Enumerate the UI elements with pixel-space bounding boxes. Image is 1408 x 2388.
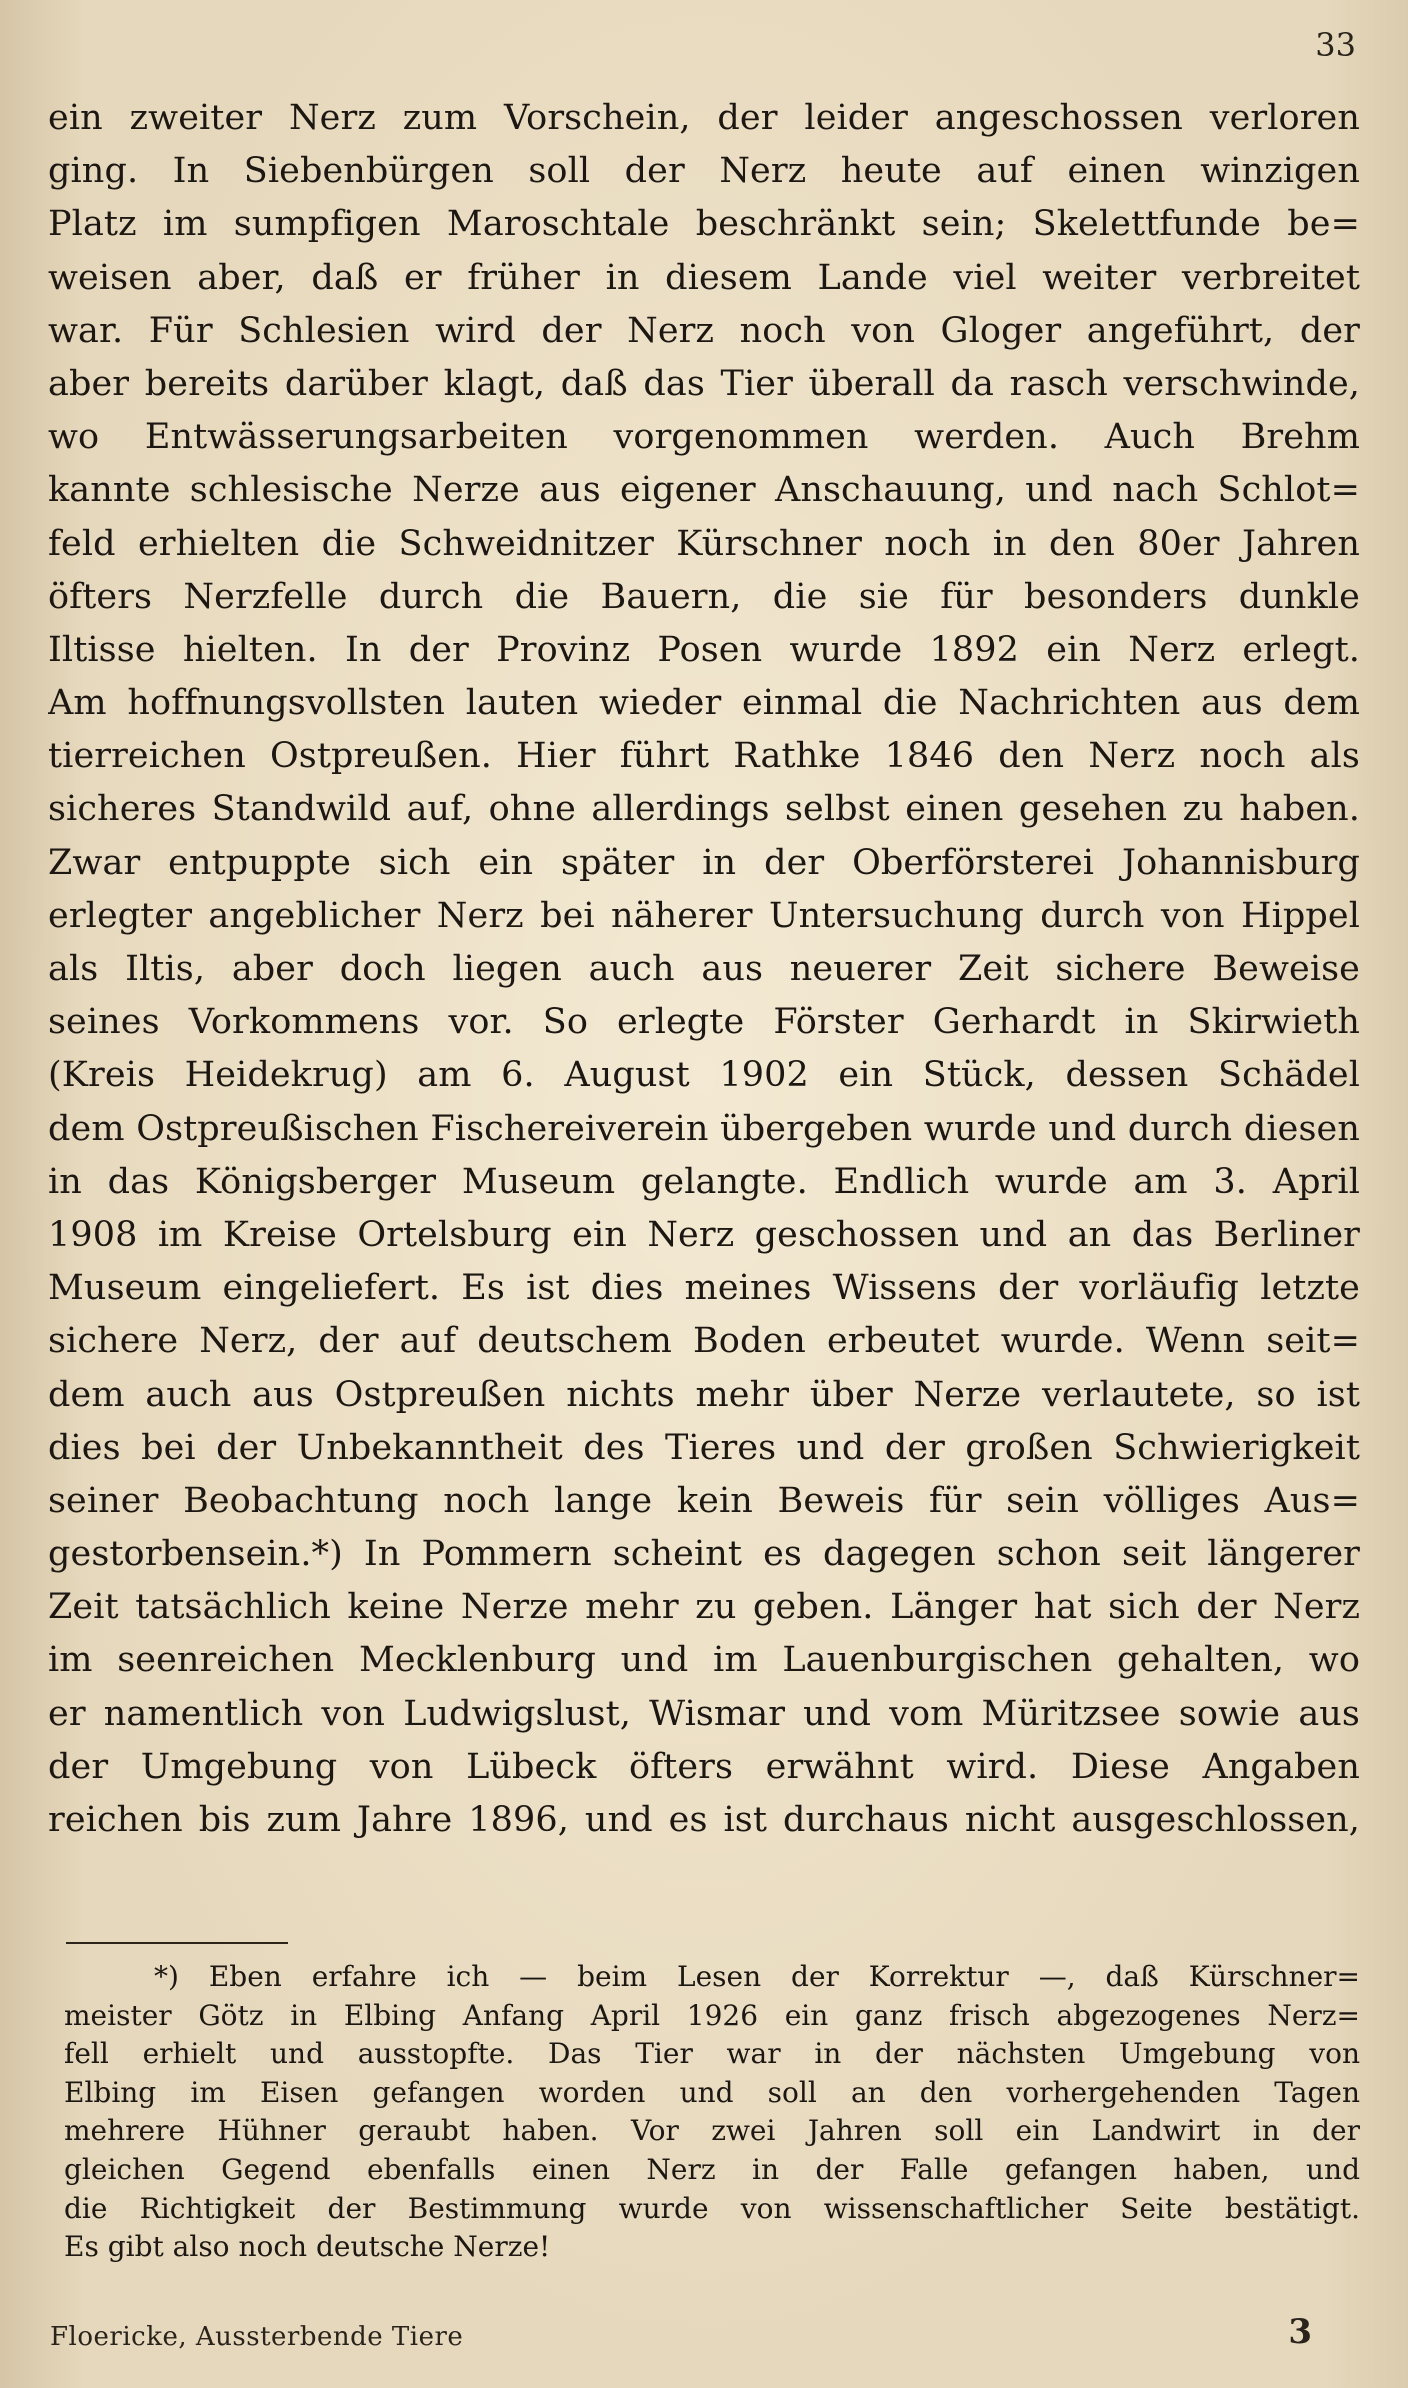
- body-line: war. Für Schlesien wird der Nerz noch von Gloger angeführt, der: [48, 310, 1360, 351]
- page-number: 33: [1315, 26, 1356, 64]
- body-line: dem Ostpreußischen Fischereiverein übergeben wurde und durch diesen: [48, 1108, 1360, 1149]
- body-text: [48, 92, 1360, 1847]
- body-line: weisen aber, daß er früher in diesem Lande viel weiter verbreitet: [48, 257, 1360, 298]
- body-line: Platz im sumpfigen Maroschtale beschränkt sein; Skelettfunde be=: [48, 204, 1360, 245]
- body-line: Zeit tatsächlich keine Nerze mehr zu geben. Länger hat sich der Nerz: [48, 1587, 1360, 1628]
- body-line: sicheres Standwild auf, ohne allerdings selbst einen gesehen zu haben.: [48, 789, 1360, 830]
- signature-line: Floericke, Aussterbende Tiere: [50, 2322, 464, 2352]
- footnote-line: Es gibt also noch deutsche Nerze!: [64, 2230, 551, 2264]
- footnote: [64, 1958, 1360, 2267]
- body-line: er namentlich von Ludwigslust, Wismar und vom Müritzsee sowie aus: [48, 1693, 1360, 1734]
- body-line: der Umgebung von Lübeck öfters erwähnt wird. Diese Angaben: [48, 1746, 1360, 1787]
- body-line: Museum eingeliefert. Es ist dies meines Wissens der vorläufig letzte: [48, 1268, 1360, 1309]
- footnote-line: die Richtigkeit der Bestimmung wurde von wissenschaftlicher Seite bestätigt.: [64, 2191, 1360, 2225]
- body-line: wo Entwässerungsarbeiten vorgenommen werden. Auch Brehm: [48, 417, 1360, 458]
- body-line: im seenreichen Mecklenburg und im Lauenburgischen gehalten, wo: [48, 1640, 1360, 1681]
- body-line: kannte schlesische Nerze aus eigener Anschauung, und nach Schlot=: [48, 470, 1360, 511]
- footnote-line: fell erhielt und ausstopfte. Das Tier war in der nächsten Umgebung von: [64, 2037, 1360, 2071]
- footnote-line: mehrere Hühner geraubt haben. Vor zwei Jahren soll ein Landwirt in der: [64, 2114, 1360, 2148]
- body-line: dies bei der Unbekanntheit des Tieres und der großen Schwierigkeit: [48, 1427, 1360, 1468]
- footnote-line: gleichen Gegend ebenfalls einen Nerz in der Falle gefangen haben, und: [64, 2152, 1360, 2186]
- body-line: dem auch aus Ostpreußen nichts mehr über Nerze verlautete, so ist: [48, 1374, 1360, 1415]
- body-line: (Kreis Heidekrug) am 6. August 1902 ein Stück, dessen Schädel: [48, 1055, 1360, 1096]
- body-line: als Iltis, aber doch liegen auch aus neuerer Zeit sichere Beweise: [48, 949, 1360, 989]
- body-line: in das Königsberger Museum gelangte. Endlich wurde am 3. April: [48, 1161, 1360, 1202]
- body-line: Iltisse hielten. In der Provinz Posen wurde 1892 ein Nerz erlegt.: [48, 629, 1360, 670]
- body-line: tierreichen Ostpreußen. Hier führt Rathke 1846 den Nerz noch als: [48, 736, 1360, 777]
- footnote-divider: [66, 1942, 288, 1944]
- body-line: aber bereits darüber klagt, daß das Tier überall da rasch verschwinde,: [48, 363, 1360, 404]
- body-line: öfters Nerzfelle durch die Bauern, die sie für besonders dunkle: [48, 576, 1360, 617]
- body-line: 1908 im Kreise Ortelsburg ein Nerz geschossen und an das Berliner: [48, 1214, 1360, 1255]
- sheet-number: 3: [1288, 2312, 1312, 2352]
- body-line: Am hoffnungsvollsten lauten wieder einmal die Nachrichten aus dem: [48, 683, 1360, 724]
- body-line: ein zweiter Nerz zum Vorschein, der leider angeschossen verloren: [48, 98, 1360, 138]
- footnote-line: *) Eben erfahre ich — beim Lesen der Korrektur —, daß Kürschner=: [154, 1960, 1360, 1993]
- body-line: ging. In Siebenbürgen soll der Nerz heute auf einen winzigen: [48, 151, 1360, 192]
- body-line: feld erhielten die Schweidnitzer Kürschner noch in den 80er Jahren: [48, 523, 1360, 564]
- body-line: sichere Nerz, der auf deutschem Boden erbeutet wurde. Wenn seit=: [48, 1321, 1360, 1362]
- body-line: erlegter angeblicher Nerz bei näherer Untersuchung durch von Hippel: [48, 895, 1360, 936]
- body-line: seiner Beobachtung noch lange kein Beweis für sein völliges Aus=: [48, 1480, 1360, 1521]
- body-line: Zwar entpuppte sich ein später in der Oberförsterei Johannisburg: [48, 842, 1360, 883]
- body-line: reichen bis zum Jahre 1896, und es ist durchaus nicht ausgeschlossen,: [48, 1800, 1360, 1840]
- footnote-line: meister Götz in Elbing Anfang April 1926 ein ganz frisch abgezogenes Nerz=: [64, 1998, 1360, 2032]
- body-line: seines Vorkommens vor. So erlegte Förster Gerhardt in Skirwieth: [48, 1002, 1360, 1043]
- body-line: gestorbensein.*) In Pommern scheint es dagegen schon seit längerer: [48, 1534, 1360, 1575]
- footnote-line: Elbing im Eisen gefangen worden und soll an den vorhergehenden Tagen: [64, 2075, 1360, 2109]
